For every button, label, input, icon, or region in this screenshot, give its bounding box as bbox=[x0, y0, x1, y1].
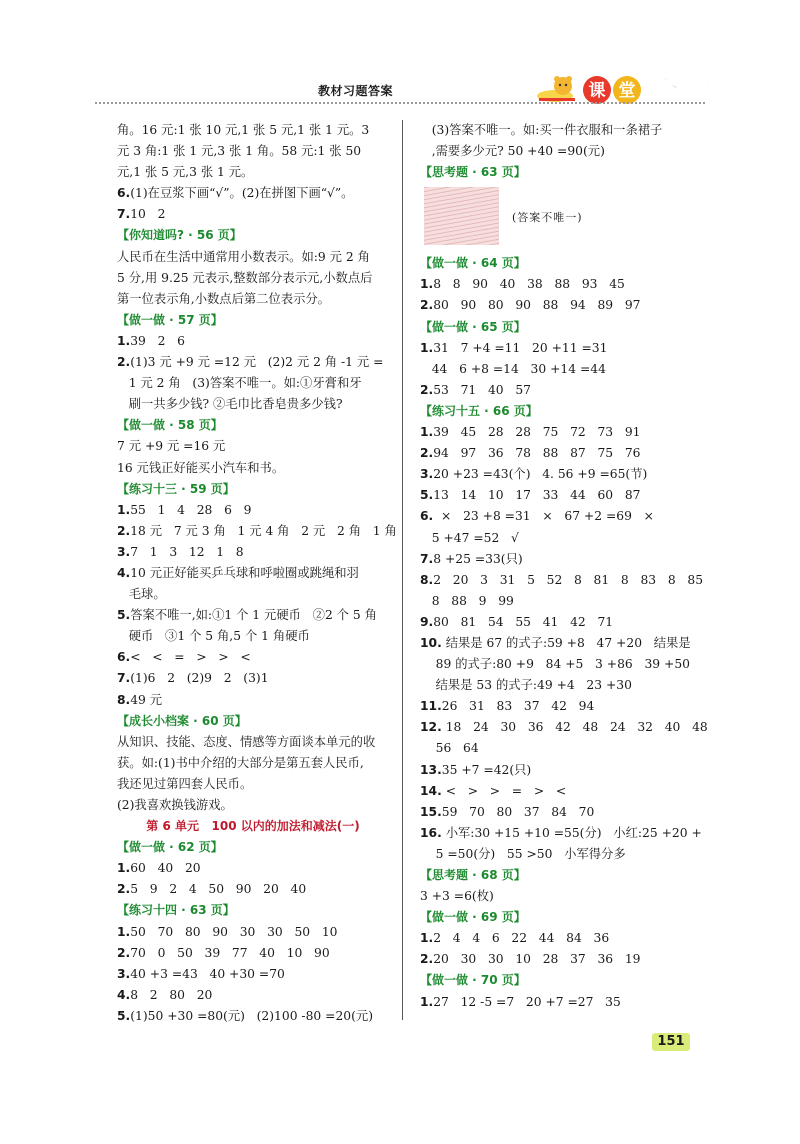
item-number: 6. bbox=[420, 509, 434, 524]
answer-note: (答案不唯一) bbox=[512, 211, 583, 225]
item-text: 50 70 80 90 30 30 50 10 bbox=[130, 924, 338, 939]
item-text: 8 8 90 40 38 88 93 45 bbox=[433, 277, 625, 292]
section-heading: 【成长小档案 · 60 页】 bbox=[117, 713, 247, 728]
item-number: 16. bbox=[420, 825, 442, 840]
item-number: 4. bbox=[117, 565, 131, 580]
answer-item bbox=[117, 647, 389, 668]
answer-item bbox=[420, 464, 700, 485]
item-number: 1. bbox=[117, 861, 131, 876]
item-text: 10 元正好能买乒乓球和呼啦圈或跳绳和羽 bbox=[130, 565, 359, 580]
answer-item bbox=[117, 1006, 389, 1027]
section-heading: 【做一做 · 62 页】 bbox=[117, 840, 223, 855]
item-text: × 23 +8 =31 × 67 +2 =69 × bbox=[433, 509, 654, 524]
text-line: (2)我喜欢换钱游戏。 bbox=[117, 798, 233, 812]
left-column bbox=[117, 120, 397, 1027]
item-number: 1. bbox=[117, 333, 131, 348]
item-number: 2. bbox=[117, 523, 131, 538]
text-line: 16 元钱正好能买小汽车和书。 bbox=[117, 460, 285, 475]
answer-item bbox=[420, 274, 700, 295]
answer-item bbox=[117, 352, 389, 373]
answer-item bbox=[420, 380, 700, 401]
text-line: 硬币 ③1 个 5 角,5 个 1 角硬币 bbox=[117, 629, 310, 644]
text-line: 结果是 53 的式子:49 +4 23 +30 bbox=[420, 678, 632, 693]
item-number: 8. bbox=[420, 572, 434, 587]
answer-item bbox=[117, 605, 389, 626]
section-heading: 【思考题 · 68 页】 bbox=[420, 868, 526, 882]
item-text: 27 12 -5 =7 20 +7 =27 35 bbox=[433, 994, 621, 1009]
answer-item bbox=[117, 922, 389, 943]
item-text: (1)3 元 +9 元 =12 元 (2)2 元 2 角 -1 元 = bbox=[130, 355, 384, 370]
item-number: 1. bbox=[420, 931, 434, 946]
item-number: 3. bbox=[420, 467, 434, 482]
answer-item bbox=[420, 928, 700, 949]
text-line: 获。如:(1)书中介绍的大部分是第五套人民币, bbox=[117, 755, 364, 770]
answer-item bbox=[420, 443, 700, 464]
answer-item bbox=[420, 612, 700, 633]
item-number: 8. bbox=[117, 692, 131, 707]
text-line: ,需要多少元? 50 +40 =90(元) bbox=[420, 144, 605, 159]
answer-item bbox=[420, 549, 700, 570]
text-line: 刷一共多少钱? ②毛巾比香皂贵多少钱? bbox=[117, 397, 343, 412]
item-text: 18 24 30 36 42 48 24 32 40 48 bbox=[441, 720, 708, 735]
brand-char-2: 堂 bbox=[618, 81, 636, 101]
item-number: 1. bbox=[117, 502, 131, 517]
answer-item bbox=[117, 690, 389, 711]
item-number: 5. bbox=[420, 488, 434, 503]
text-line: 角。16 元:1 张 10 元,1 张 5 元,1 张 1 元。3 bbox=[117, 123, 370, 137]
brand-char-1: 课 bbox=[588, 81, 606, 101]
text-line: 7 元 +9 元 =16 元 bbox=[117, 439, 226, 454]
answer-item bbox=[420, 570, 704, 591]
answer-item bbox=[420, 823, 700, 844]
text-line: 5 分,用 9.25 元表示,整数部分表示元,小数点后 bbox=[117, 270, 373, 285]
item-number: 14. bbox=[420, 783, 442, 798]
item-number: 7. bbox=[117, 207, 131, 222]
item-text: 20 +23 =43(个) 4. 56 +9 =65(节) bbox=[433, 467, 648, 482]
item-number: 13. bbox=[420, 762, 442, 777]
right-column bbox=[420, 120, 708, 1013]
item-text: 18 元 7 元 3 角 1 元 4 角 2 元 2 角 1 角 bbox=[130, 523, 397, 538]
header-divider bbox=[95, 102, 705, 104]
section-heading: 【做一做 · 65 页】 bbox=[420, 319, 526, 334]
section-heading: 【你知道吗? · 56 页】 bbox=[117, 228, 242, 243]
answer-item bbox=[117, 943, 389, 964]
answer-item bbox=[117, 183, 389, 204]
item-number: 2. bbox=[117, 882, 131, 897]
brand-char-3: 全 bbox=[653, 76, 679, 105]
item-number: 1. bbox=[420, 277, 434, 292]
text-line: 5 +47 =52 √ bbox=[420, 530, 519, 545]
item-text: 小军:30 +15 +10 =55(分) 小红:25 +20 + bbox=[441, 825, 702, 840]
item-number: 2. bbox=[117, 355, 131, 370]
text-line: (3)答案不唯一。如:买一件衣服和一条裙子 bbox=[420, 123, 663, 137]
item-text: 80 81 54 55 41 42 71 bbox=[433, 614, 614, 629]
answer-item bbox=[117, 204, 389, 225]
answer-item bbox=[117, 985, 389, 1006]
text-line: 8 88 9 99 bbox=[420, 593, 514, 608]
item-text: 13 14 10 17 33 44 60 87 bbox=[433, 488, 641, 503]
item-number: 2. bbox=[117, 945, 131, 960]
item-text: 结果是 67 的式子:59 +8 47 +20 结果是 bbox=[441, 635, 691, 650]
item-number: 9. bbox=[420, 614, 434, 629]
item-number: 3. bbox=[117, 544, 131, 559]
answer-item bbox=[117, 521, 397, 542]
text-line: 56 64 bbox=[420, 741, 479, 756]
item-text: 60 40 20 bbox=[130, 861, 201, 876]
answer-image bbox=[424, 187, 499, 245]
item-text: 2 20 3 31 5 52 8 81 8 83 8 85 bbox=[433, 572, 704, 587]
item-text: 8 2 80 20 bbox=[130, 987, 213, 1002]
answer-item bbox=[117, 964, 389, 985]
answer-item bbox=[420, 760, 700, 781]
text-line: 第一位表示角,小数点后第二位表示分。 bbox=[117, 291, 330, 306]
item-number: 1. bbox=[420, 994, 434, 1009]
item-text: 39 2 6 bbox=[130, 333, 185, 348]
item-number: 12. bbox=[420, 720, 442, 735]
section-heading: 【练习十四 · 63 页】 bbox=[117, 903, 235, 918]
text-line: 元 3 角:1 张 1 元,3 张 1 角。58 元:1 张 50 bbox=[117, 144, 362, 159]
item-text: 5 9 2 4 50 90 20 40 bbox=[130, 882, 307, 897]
answer-item bbox=[117, 879, 389, 900]
page-number: 151 bbox=[652, 1033, 690, 1051]
item-text: 35 +7 =42(只) bbox=[441, 762, 532, 777]
item-text: 31 7 +4 =11 20 +11 =31 bbox=[433, 340, 608, 355]
answer-item bbox=[420, 633, 700, 654]
item-number: 5. bbox=[117, 608, 131, 623]
answer-item bbox=[420, 696, 700, 717]
item-number: 7. bbox=[420, 551, 434, 566]
text-line: 毛球。 bbox=[117, 587, 166, 602]
item-text: < > > = > < bbox=[441, 783, 567, 798]
column-divider bbox=[402, 120, 403, 1020]
section-heading: 【做一做 · 70 页】 bbox=[420, 973, 526, 988]
item-number: 4. bbox=[117, 987, 131, 1002]
item-text: 20 30 30 10 28 37 36 19 bbox=[433, 952, 641, 967]
item-number: 5. bbox=[117, 1008, 131, 1023]
answer-item bbox=[420, 338, 700, 359]
item-number: 2. bbox=[420, 952, 434, 967]
answer-item bbox=[420, 781, 700, 802]
header-title: 教材习题答案 bbox=[318, 84, 394, 98]
item-number: 2. bbox=[420, 382, 434, 397]
section-heading: 【做一做 · 58 页】 bbox=[117, 418, 223, 433]
item-text: 8 +25 =33(只) bbox=[433, 551, 523, 566]
answer-item bbox=[117, 331, 389, 352]
answer-item bbox=[420, 802, 700, 823]
item-number: 15. bbox=[420, 804, 442, 819]
item-number: 11. bbox=[420, 699, 442, 714]
item-text: 53 71 40 57 bbox=[433, 382, 532, 397]
item-text: 94 97 36 78 88 87 75 76 bbox=[433, 446, 641, 461]
section-heading: 【练习十五 · 66 页】 bbox=[420, 403, 538, 418]
answer-item bbox=[420, 422, 700, 443]
answer-item bbox=[117, 563, 389, 584]
text-line: 89 的式子:80 +9 84 +5 3 +86 39 +50 bbox=[420, 657, 690, 672]
item-text: (1)6 2 (2)9 2 (3)1 bbox=[130, 671, 269, 686]
section-heading: 【做一做 · 57 页】 bbox=[117, 312, 223, 327]
section-heading: 【做一做 · 69 页】 bbox=[420, 910, 526, 925]
item-text: 答案不唯一,如:①1 个 1 元硬币 ②2 个 5 角 bbox=[130, 608, 377, 623]
item-text: 59 70 80 37 84 70 bbox=[441, 804, 595, 819]
answer-item bbox=[420, 485, 700, 506]
bear-icon bbox=[537, 76, 575, 102]
item-text: 39 45 28 28 75 72 73 91 bbox=[433, 425, 641, 440]
item-number: 6. bbox=[117, 186, 131, 201]
answer-item bbox=[117, 542, 389, 563]
text-line: 我还见过第四套人民币。 bbox=[117, 776, 253, 791]
text-line: 3 +3 =6(枚) bbox=[420, 889, 494, 904]
text-line: 从知识、技能、态度、情感等方面谈本单元的收 bbox=[117, 734, 376, 749]
text-line: 5 =50(分) 55 >50 小军得分多 bbox=[420, 846, 626, 861]
text-line: 44 6 +8 =14 30 +14 =44 bbox=[420, 361, 606, 376]
answer-item bbox=[420, 992, 700, 1013]
item-text: 7 1 3 12 1 8 bbox=[130, 544, 244, 559]
section-heading: 【练习十三 · 59 页】 bbox=[117, 481, 235, 496]
item-text: 26 31 83 37 42 94 bbox=[441, 699, 595, 714]
item-text: 2 4 4 6 22 44 84 36 bbox=[433, 931, 610, 946]
item-number: 1. bbox=[117, 924, 131, 939]
item-text: 70 0 50 39 77 40 10 90 bbox=[130, 945, 330, 960]
section-heading: 【思考题 · 63 页】 bbox=[420, 165, 526, 180]
item-text: 40 +3 =43 40 +30 =70 bbox=[130, 966, 285, 981]
text-line: 1 元 2 角 (3)答案不唯一。如:①牙膏和牙 bbox=[117, 376, 362, 391]
item-text: 80 90 80 90 88 94 89 97 bbox=[433, 298, 641, 313]
text-line: 元,1 张 5 元,3 张 1 元。 bbox=[117, 165, 254, 180]
item-number: 2. bbox=[420, 298, 434, 313]
item-number: 1. bbox=[420, 340, 434, 355]
item-number: 6. bbox=[117, 650, 131, 665]
item-text: 10 2 bbox=[130, 207, 166, 222]
item-number: 3. bbox=[117, 966, 131, 981]
section-heading: 【做一做 · 64 页】 bbox=[420, 256, 526, 271]
text-line: 人民币在生活中通常用小数表示。如:9 元 2 角 bbox=[117, 249, 370, 264]
item-number: 2. bbox=[420, 446, 434, 461]
item-number: 10. bbox=[420, 635, 442, 650]
item-text: (1)50 +30 =80(元) (2)100 -80 =20(元) bbox=[130, 1008, 373, 1023]
item-text: 55 1 4 28 6 9 bbox=[130, 502, 252, 517]
answer-figure bbox=[420, 187, 700, 251]
unit-heading: 第 6 单元 100 以内的加法和减法(一) bbox=[146, 819, 360, 834]
answer-item bbox=[117, 858, 389, 879]
item-text: (1)在豆浆下画“√”。(2)在拼图下画“√”。 bbox=[130, 186, 354, 201]
brand-char-4: 解 bbox=[686, 76, 712, 105]
answer-item bbox=[117, 500, 389, 521]
answer-item bbox=[117, 668, 389, 689]
item-number: 7. bbox=[117, 671, 131, 686]
answer-item bbox=[420, 949, 700, 970]
item-text: < < = > > < bbox=[130, 650, 251, 665]
item-text: 49 元 bbox=[130, 692, 163, 707]
answer-item bbox=[420, 717, 708, 738]
item-number: 1. bbox=[420, 425, 434, 440]
answer-item bbox=[420, 295, 700, 316]
answer-item bbox=[420, 506, 700, 527]
